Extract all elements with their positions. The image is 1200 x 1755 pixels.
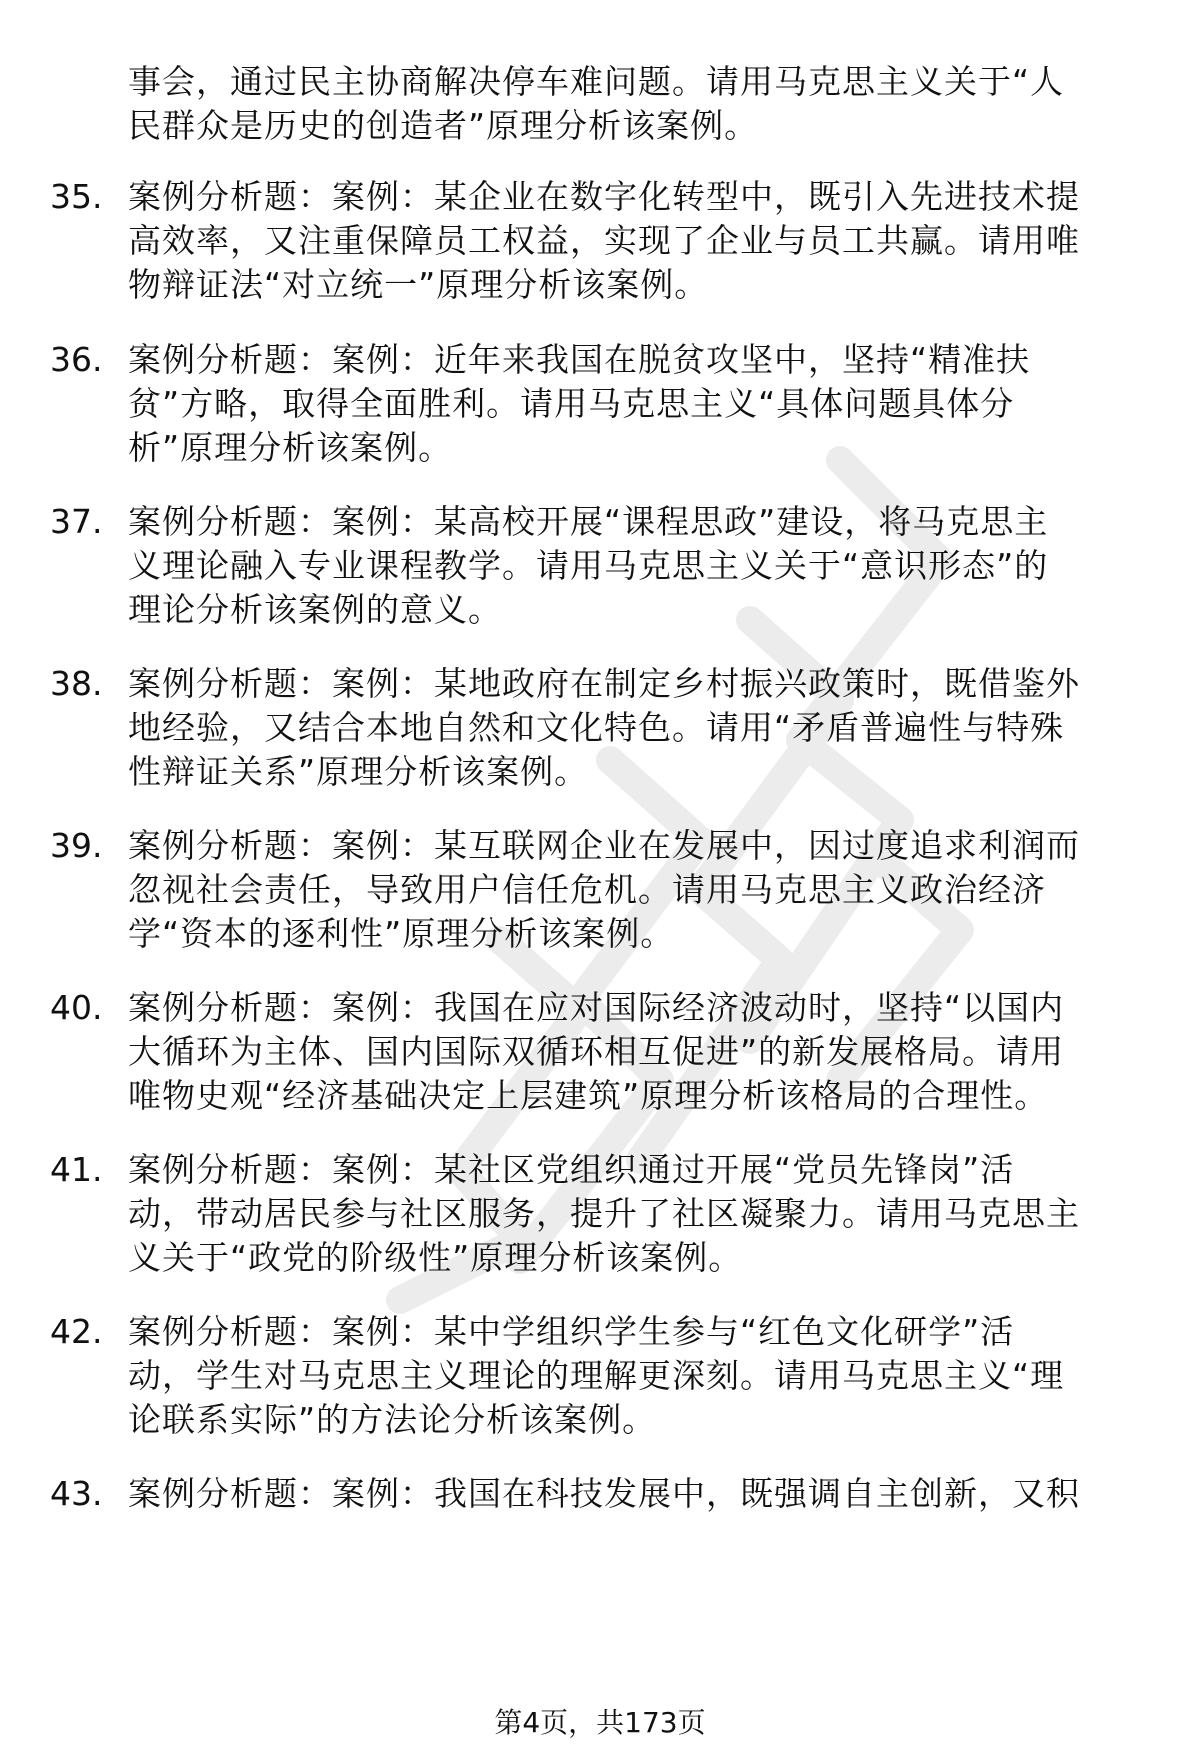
question-item-40 bbox=[50, 986, 1140, 1118]
text-line: 案例分析题：案例：某企业在数字化转型中，既引入先进技术提 bbox=[128, 177, 1080, 216]
text-line: 论联系实际”的方法论分析该案例。 bbox=[128, 1400, 657, 1439]
question-text bbox=[128, 1472, 1140, 1516]
question-number: 40. bbox=[50, 988, 103, 1027]
question-number: 41. bbox=[50, 1150, 103, 1189]
question-number: 35. bbox=[50, 177, 103, 216]
question-item-43 bbox=[50, 1472, 1140, 1516]
text-line: 唯物史观“经济基础决定上层建筑”原理分析该格局的合理性。 bbox=[128, 1076, 1049, 1115]
text-line: 性辩证关系”原理分析该案例。 bbox=[128, 752, 589, 791]
question-item-42 bbox=[50, 1310, 1140, 1442]
text-line: 义关于“政党的阶级性”原理分析该案例。 bbox=[128, 1238, 743, 1277]
question-text bbox=[128, 824, 1140, 956]
question-text bbox=[128, 175, 1140, 307]
question-item-41 bbox=[50, 1148, 1140, 1280]
text-line: 高效率，又注重保障员工权益，实现了企业与员工共赢。请用唯 bbox=[128, 221, 1080, 260]
question-text bbox=[128, 986, 1140, 1118]
text-line: 案例分析题：案例：近年来我国在脱贫攻坚中，坚持“精准扶 bbox=[128, 340, 1031, 379]
question-text bbox=[128, 1148, 1140, 1280]
question-number: 38. bbox=[50, 664, 103, 703]
text-line: 大循环为主体、国内国际双循环相互促进”的新发展格局。请用 bbox=[128, 1032, 1065, 1071]
question-text bbox=[128, 500, 1140, 632]
text-line: 案例分析题：案例：某高校开展“课程思政”建设，将马克思主 bbox=[128, 502, 1049, 541]
text-line: 案例分析题：案例：某中学组织学生参与“红色文化研学”活 bbox=[128, 1312, 1015, 1351]
page-number-footer: 第4页，共173页 bbox=[494, 1706, 706, 1739]
text-line: 地经验，又结合本地自然和文化特色。请用“矛盾普遍性与特殊 bbox=[128, 708, 1065, 747]
text-line: 民群众是历史的创造者”原理分析该案例。 bbox=[128, 106, 759, 145]
question-text bbox=[128, 662, 1140, 794]
question-number: 42. bbox=[50, 1312, 103, 1351]
question-number: 39. bbox=[50, 826, 103, 865]
text-line: 案例分析题：案例：某互联网企业在发展中，因过度追求利润而 bbox=[128, 826, 1080, 865]
question-item-35 bbox=[50, 175, 1140, 307]
text-line: 案例分析题：案例：某地政府在制定乡村振兴政策时，既借鉴外 bbox=[128, 664, 1080, 703]
text-line: 动，学生对马克思主义理论的理解更深刻。请用马克思主义“理 bbox=[128, 1356, 1065, 1395]
text-line: 案例分析题：案例：某社区党组织通过开展“党员先锋岗”活 bbox=[128, 1150, 1015, 1189]
text-line: 事会，通过民主协商解决停车难问题。请用马克思主义关于“人 bbox=[128, 62, 1065, 101]
question-item-38 bbox=[50, 662, 1140, 794]
question-text bbox=[128, 338, 1140, 470]
text-line: 贫”方略，取得全面胜利。请用马克思主义“具体问题具体分 bbox=[128, 384, 1015, 423]
question-item-39 bbox=[50, 824, 1140, 956]
text-line: 案例分析题：案例：我国在科技发展中，既强调自主创新，又积 bbox=[128, 1474, 1080, 1513]
text-line: 动，带动居民参与社区服务，提升了社区凝聚力。请用马克思主 bbox=[128, 1194, 1080, 1233]
question-number: 36. bbox=[50, 340, 103, 379]
question-number: 43. bbox=[50, 1474, 103, 1513]
text-line: 析”原理分析该案例。 bbox=[128, 428, 453, 467]
text-line: 理论分析该案例的意义。 bbox=[128, 590, 502, 629]
text-line: 义理论融入专业课程教学。请用马克思主义关于“意识形态”的 bbox=[128, 546, 1049, 585]
text-line: 忽视社会责任，导致用户信任危机。请用马克思主义政治经济 bbox=[128, 870, 1046, 909]
question-item-36 bbox=[50, 338, 1140, 470]
text-line: 物辩证法“对立统一”原理分析该案例。 bbox=[128, 265, 709, 304]
question-text bbox=[128, 1310, 1140, 1442]
text-line: 案例分析题：案例：我国在应对国际经济波动时，坚持“以国内 bbox=[128, 988, 1065, 1027]
question-item-37 bbox=[50, 500, 1140, 632]
question-number: 37. bbox=[50, 502, 103, 541]
continuation-paragraph bbox=[128, 60, 1138, 148]
text-line: 学“资本的逐利性”原理分析该案例。 bbox=[128, 914, 675, 953]
